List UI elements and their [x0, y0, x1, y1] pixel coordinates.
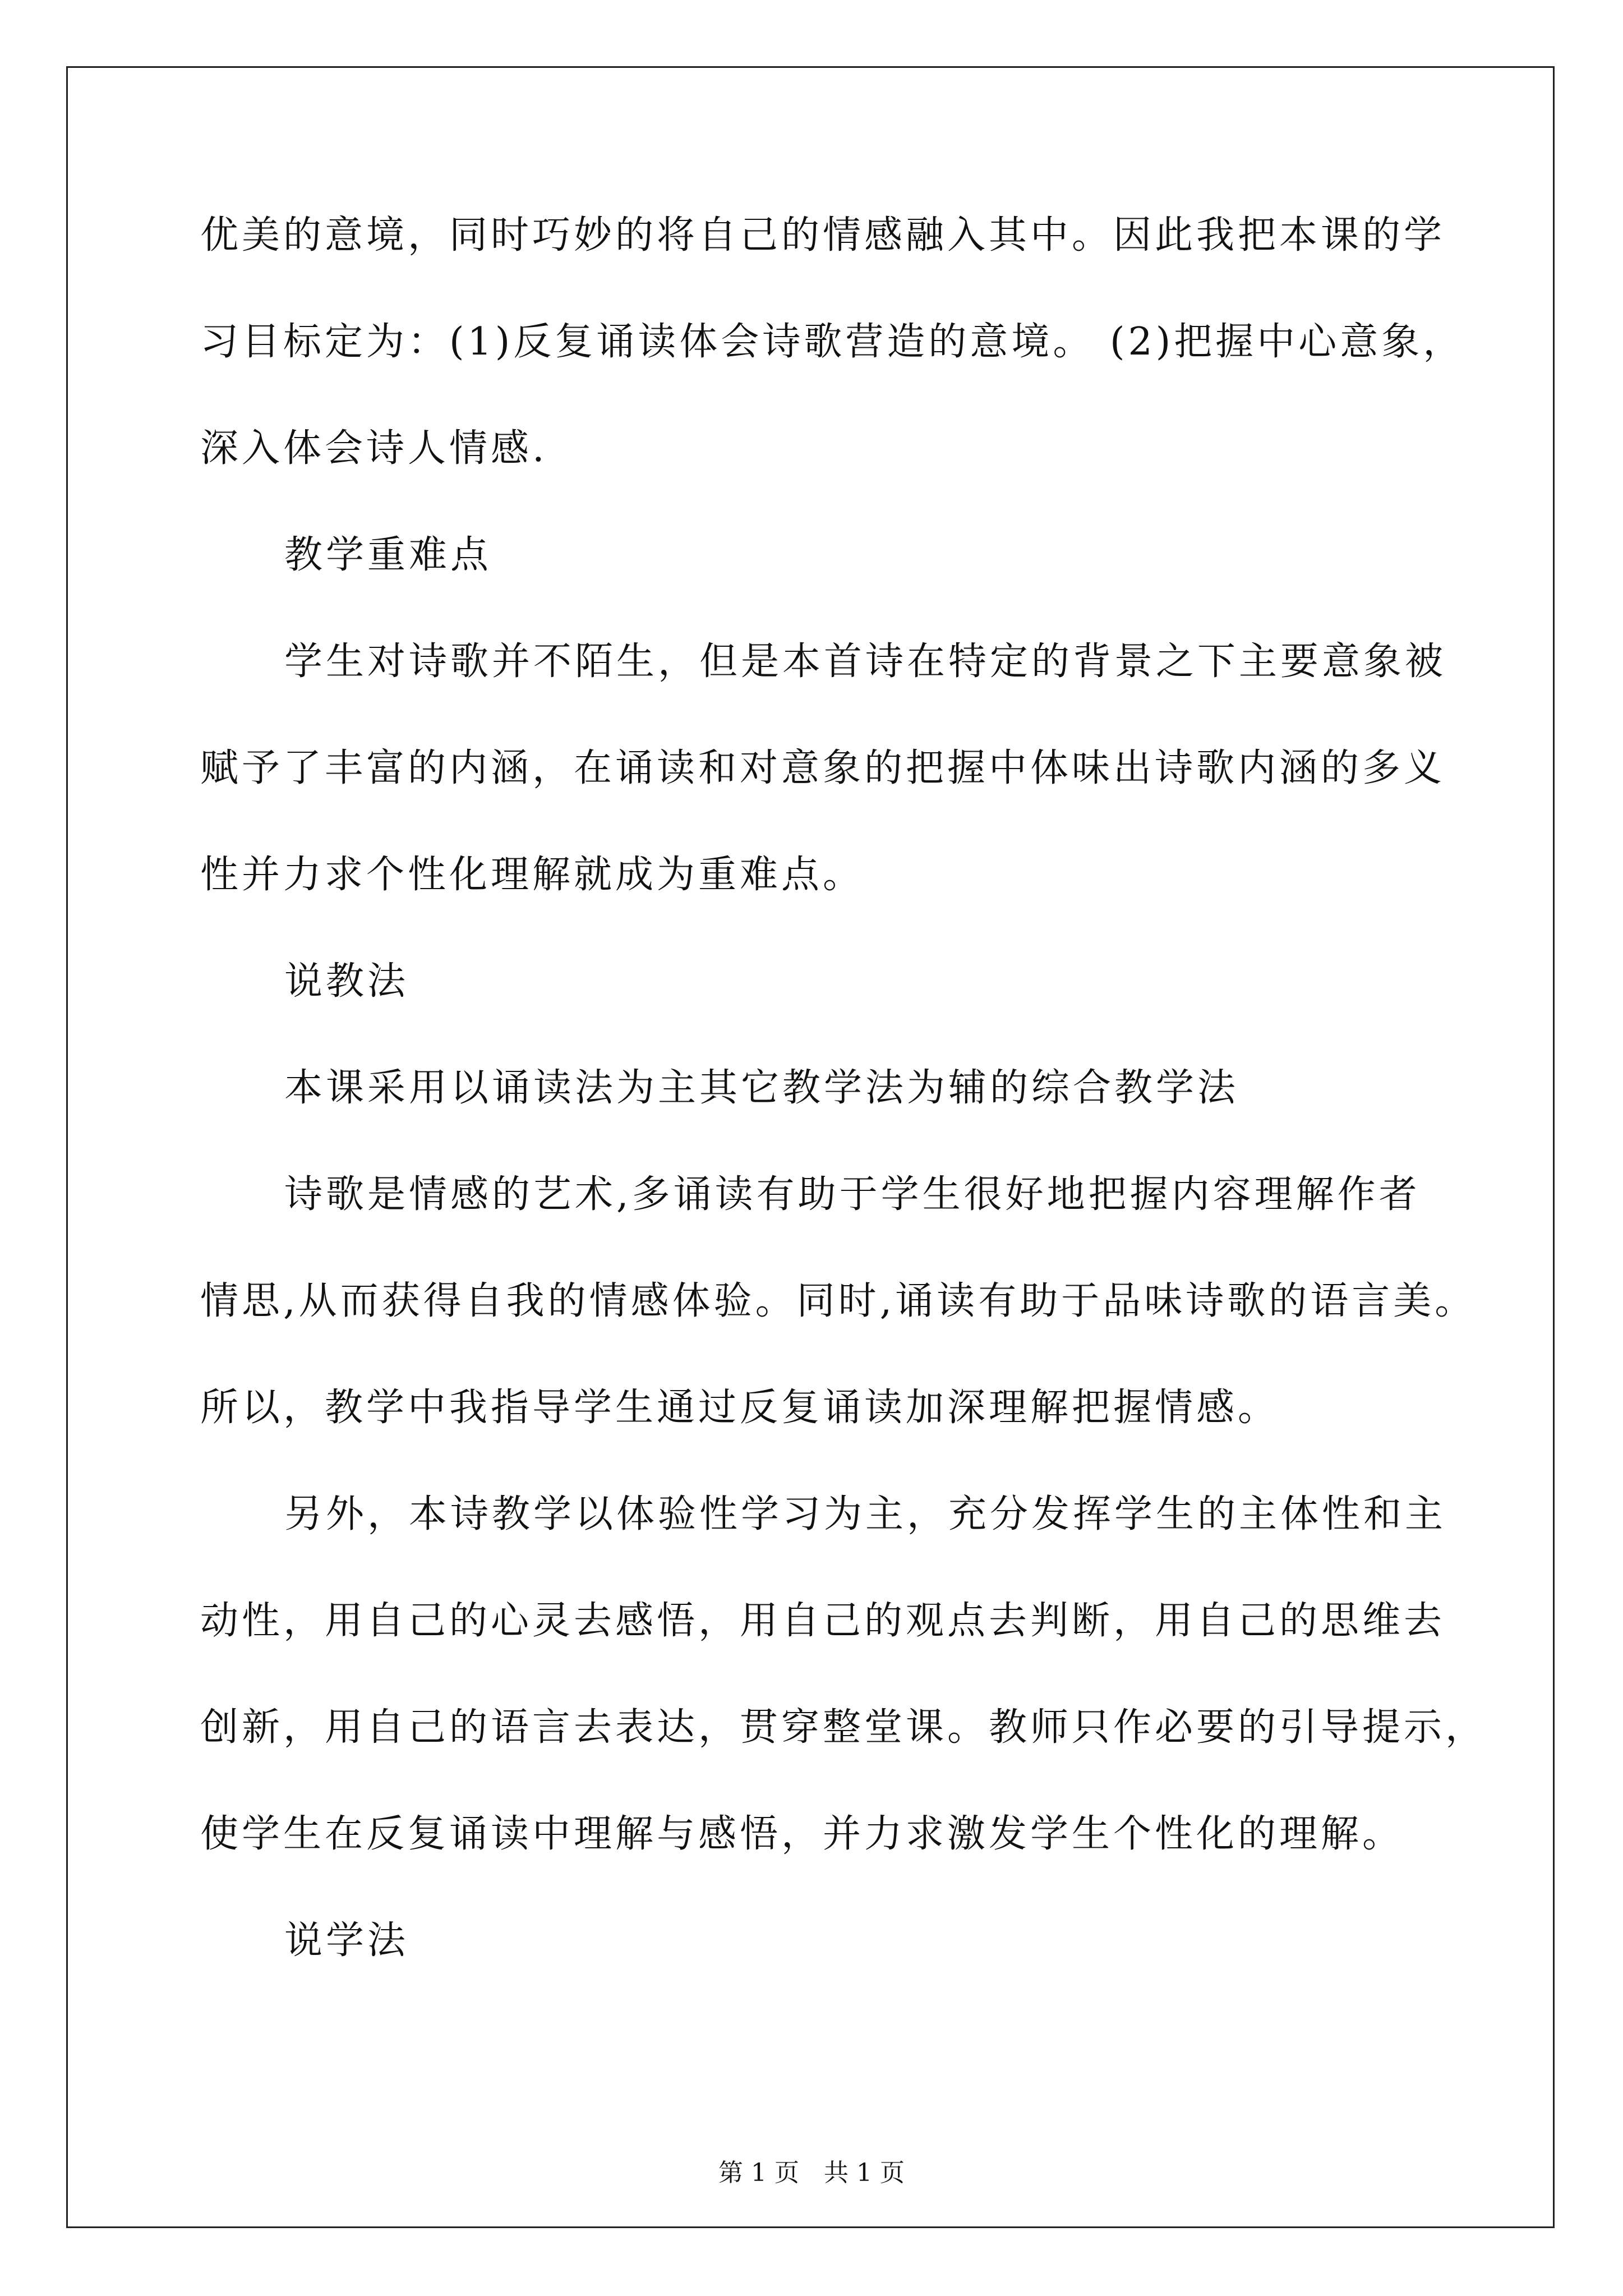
- body-line: 诗歌是情感的艺术,多诵读有助于学生很好地把握内容理解作者: [284, 1172, 1421, 1217]
- page-border: [66, 66, 1555, 2228]
- section-heading: 教学重难点: [284, 533, 492, 577]
- body-line: 学生对诗歌并不陌生，但是本首诗在特定的背景之下主要意象被: [284, 639, 1447, 684]
- body-line: 习目标定为：(1)反复诵读体会诗歌营造的意境。 (2)把握中心意象，: [200, 320, 1465, 364]
- body-line: 情思,从而获得自我的情感体验。同时,诵读有助于品味诗歌的语言美。: [200, 1279, 1477, 1323]
- body-line: 使学生在反复诵读中理解与感悟，并力求激发学生个性化的理解。: [200, 1812, 1404, 1856]
- body-line: 所以，教学中我指导学生通过反复诵读加深理解把握情感。: [200, 1386, 1280, 1430]
- body-line: 动性，用自己的心灵去感悟，用自己的观点去判断，用自己的思维去: [200, 1599, 1446, 1643]
- body-line: 本课采用以诵读法为主其它教学法为辅的综合教学法: [284, 1066, 1239, 1110]
- body-line: 性并力求个性化理解就成为重难点。: [200, 853, 865, 897]
- page-number-footer: 第 1 页 共 1 页: [718, 2159, 905, 2187]
- body-line: 创新，用自己的语言去表达，贯穿整堂课。教师只作必要的引导提示，: [200, 1705, 1487, 1750]
- body-line: 赋予了丰富的内涵，在诵读和对意象的把握中体味出诗歌内涵的多义: [200, 746, 1446, 790]
- body-line: 深入体会诗人情感.: [200, 426, 548, 471]
- section-heading: 说学法: [284, 1918, 409, 1963]
- body-line: 优美的意境，同时巧妙的将自己的情感融入其中。因此我把本课的学: [200, 213, 1446, 257]
- section-heading: 说教法: [284, 959, 409, 1004]
- body-line: 另外，本诗教学以体验性学习为主，充分发挥学生的主体性和主: [284, 1492, 1447, 1536]
